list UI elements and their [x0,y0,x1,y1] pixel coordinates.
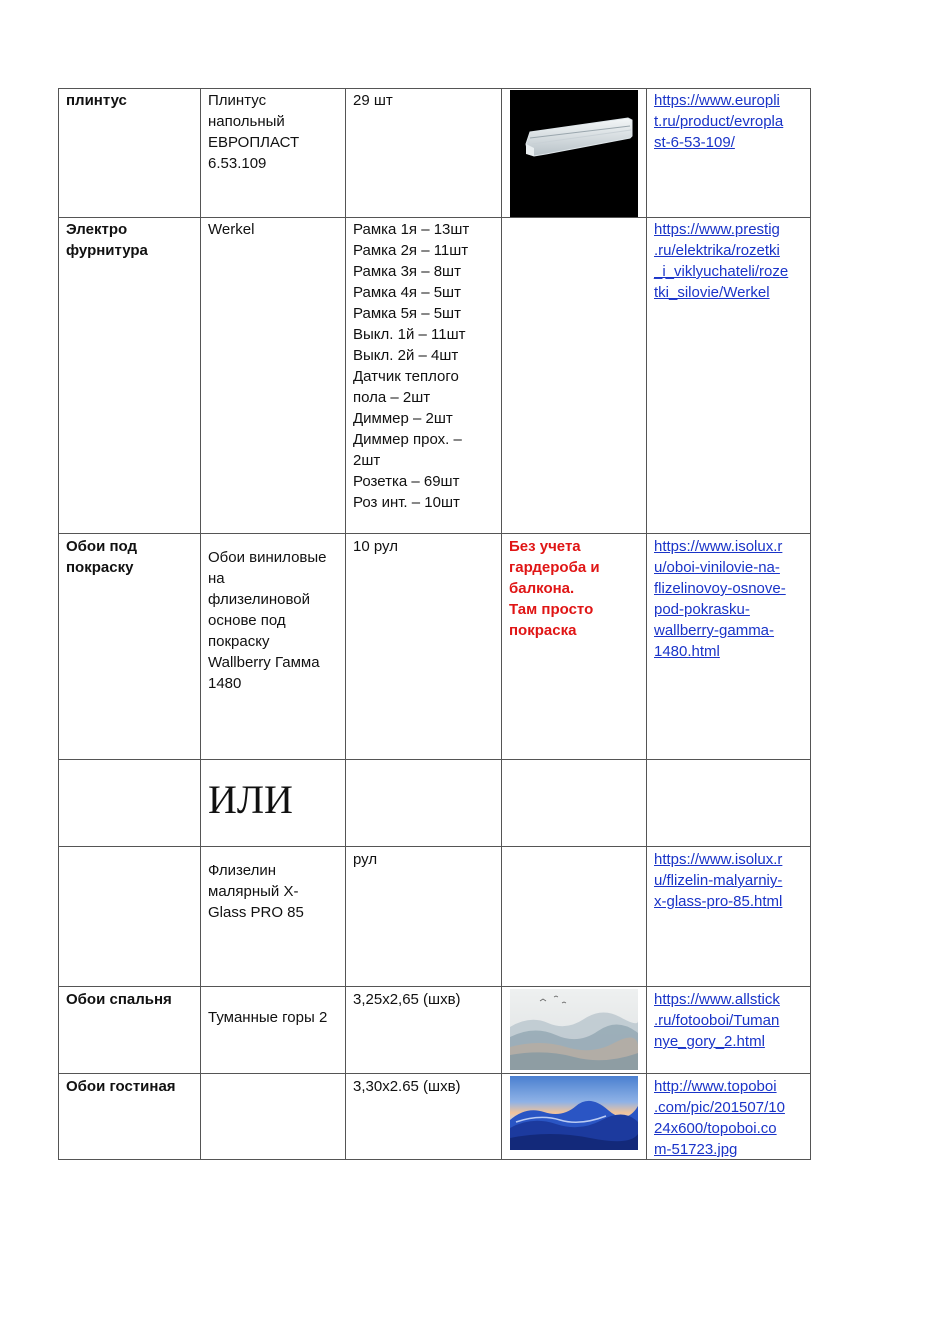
row3-note-line: балкона. [509,580,575,597]
row2-category-line: Электро [66,221,128,238]
row5-link-line[interactable]: x-glass-pro-85.html [654,893,783,910]
row3-note [502,536,646,641]
row6-link-line[interactable]: https://www.allstick [654,991,780,1008]
row6-link-line[interactable]: .ru/fotooboi/Tuman [654,1012,780,1029]
row7-link[interactable] [647,1076,810,1160]
row2-quantity-line: пола – 2шт [353,389,431,406]
row6-quantity: 3,25x2,65 (шхв) [353,991,461,1008]
row5-product [201,860,345,923]
row7-category: Обои гостиная [66,1078,176,1095]
row5-product-line: Glass PRO 85 [208,904,304,921]
row3-product-line: Обои виниловые [208,549,327,566]
or-separator: ИЛИ [208,777,293,822]
row3-category-line: покраску [66,559,134,576]
row1-link-line[interactable]: https://www.europli [654,92,780,109]
row3-product-line: на [208,570,225,587]
row2-quantity-line: Рамка 3я – 8шт [353,263,461,280]
row2-quantity-line: Диммер прох. – [353,431,462,448]
row1-product [201,90,345,174]
row2-link-line[interactable]: tki_silovie/Werkel [654,284,770,301]
row3-product [201,547,345,694]
row5-product-line: малярный X- [208,883,299,900]
row3-category [59,536,200,578]
row3-link-line[interactable]: flizelinovoy-osnove- [654,580,786,597]
row2-category-line: фурнитура [66,242,148,259]
row3-quantity: 10 рул [353,538,398,555]
blue-fog-mountains-photo [510,1076,638,1150]
row3-link-line[interactable]: 1480.html [654,643,720,660]
row2-quantity-line: Выкл. 1й – 11шт [353,326,466,343]
row3-link-line[interactable]: pod-pokrasku- [654,601,750,618]
row1-product-line: напольный [208,113,285,130]
row3-note-line: гардероба и [509,559,600,576]
row2-product: Werkel [208,221,255,238]
row2-quantity-line: Рамка 2я – 11шт [353,242,469,259]
row2-quantity-line: 2шт [353,452,381,469]
row3-link-line[interactable]: wallberry-gamma- [654,622,775,639]
row5-quantity: рул [353,851,378,868]
row2-quantity-line: Датчик теплого [353,368,459,385]
row1-product-line: Плинтус [208,92,267,109]
row3-category-line: Обои под [66,538,138,555]
row1-link-line[interactable]: t.ru/product/evropla [654,113,784,130]
row3-product-line: основе под [208,612,286,629]
row3-note-line: покраска [509,622,577,639]
row1-product-line: ЕВРОПЛАСТ [208,134,300,151]
row6-link[interactable] [647,989,810,1052]
row7-link-line[interactable]: 24x600/topoboi.co [654,1120,777,1137]
row2-quantity-line: Выкл. 2й – 4шт [353,347,459,364]
row5-link-line[interactable]: u/flizelin-malyarniy- [654,872,783,889]
row3-note-line: Там просто [509,601,594,618]
row3-product-line: 1480 [208,675,242,692]
row2-quantity-line: Розетка – 69шт [353,473,460,490]
row7-link-line[interactable]: .com/pic/201507/10 [654,1099,785,1116]
row2-quantity-line: Диммер – 2шт [353,410,453,427]
row2-quantity-line: Рамка 5я – 5шт [353,305,461,322]
row3-product-line: флизелиновой [208,591,310,608]
row5-link-line[interactable]: https://www.isolux.r [654,851,783,868]
row2-link-line[interactable]: https://www.prestig [654,221,780,238]
row5-link[interactable] [647,849,810,912]
misty-mountains-photo [510,989,638,1070]
row3-product-line: покраску [208,633,270,650]
row3-link-line[interactable]: https://www.isolux.r [654,538,783,555]
row2-quantity [346,219,501,513]
row1-link[interactable] [647,90,810,153]
row3-link-line[interactable]: u/oboi-vinilovie-na- [654,559,780,576]
row7-link-line[interactable]: m-51723.jpg [654,1141,738,1158]
row6-category: Обои спальня [66,991,172,1008]
row2-link-line[interactable]: _i_viklyuchateli/roze [654,263,789,280]
row2-link[interactable] [647,219,810,303]
row1-product-line: 6.53.109 [208,155,267,172]
row2-quantity-line: Рамка 4я – 5шт [353,284,461,301]
row7-link-line[interactable]: http://www.topoboi [654,1078,777,1095]
row7-quantity: 3,30x2.65 (шхв) [353,1078,461,1095]
row2-category [59,219,200,261]
row1-category: плинтус [66,92,127,109]
row1-link-line[interactable]: st-6-53-109/ [654,134,735,151]
row3-product-line: Wallberry Гамма [208,654,320,671]
row2-quantity-line: Рамка 1я – 13шт [353,221,470,238]
row5-product-line: Флизелин [208,862,277,879]
row2-link-line[interactable]: .ru/elektrika/rozetki [654,242,780,259]
row6-link-line[interactable]: nye_gory_2.html [654,1033,765,1050]
baseboard-photo [510,90,638,217]
row6-product: Туманные горы 2 [208,1009,328,1026]
row2-quantity-line: Роз инт. – 10шт [353,494,460,511]
row1-quantity: 29 шт [353,92,393,109]
row3-note-line: Без учета [509,538,581,555]
row3-link[interactable] [647,536,810,662]
